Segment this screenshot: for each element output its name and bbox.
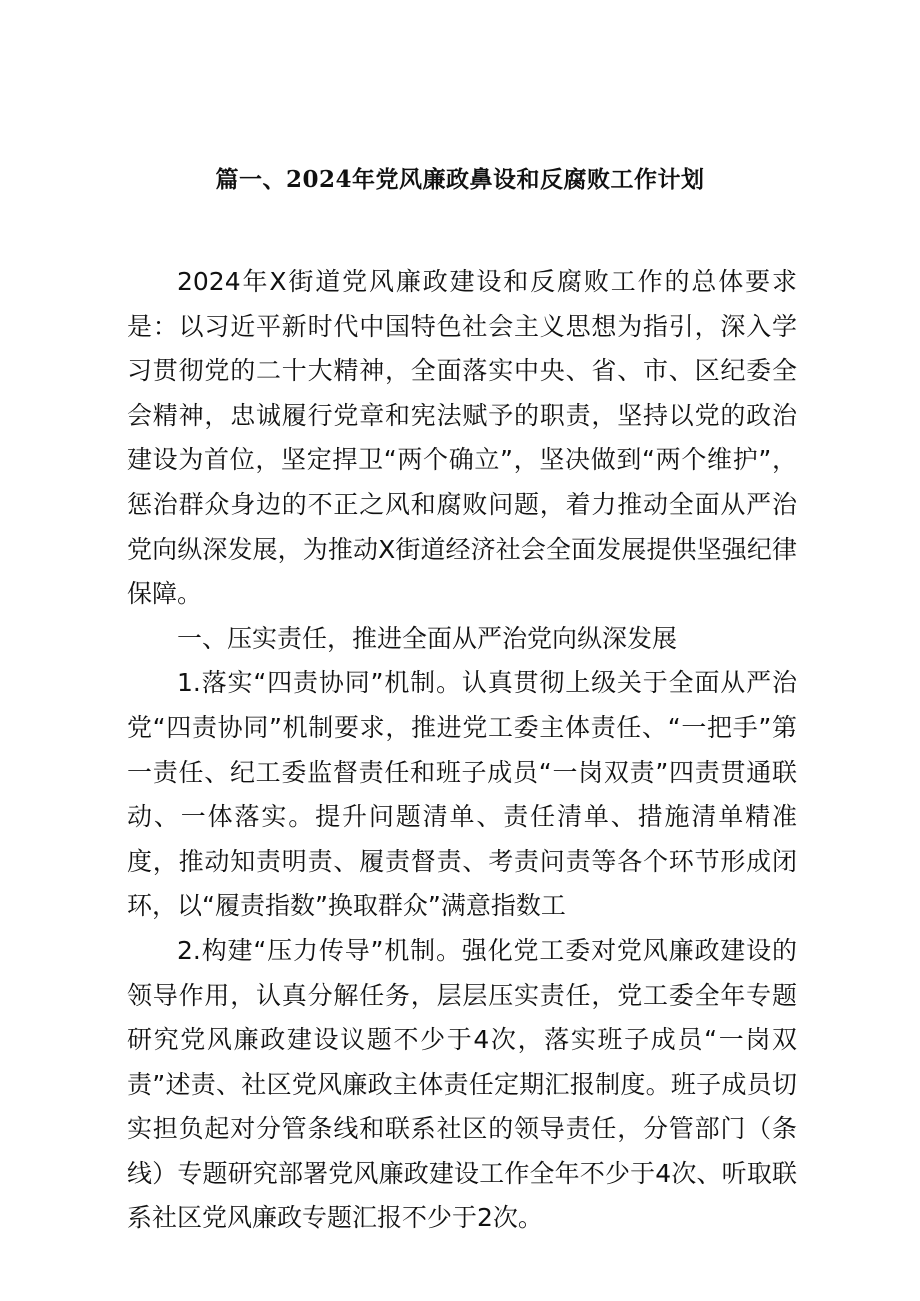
paragraph-item-1: 1.落实“四责协同”机制。认真贯彻上级关于全面从严治党“四责协同”机制要求，推进党工委主体责任、“一把手”第一责任、纪工委监督责任和班子成员“一岗双责”四责贯通联动、一体落实。提升问题清单、责任清单、措施清单精准度，推动知责明责、履责督责、考责问责等各个环节形成闭环，以“履责指数”换取群众”满意指数工 bbox=[127, 668, 797, 921]
document-title: 篇一、2024年党风廉政鼻设和反腐败工作计划 bbox=[215, 166, 705, 193]
paragraph-overview: 2024年X街道党风廉政建设和反腐败工作的总体要求是：以习近平新时代中国特色社会主义思想为指引，深入学习贯彻党的二十大精神，全面落实中央、省、市、区纪委全会精神，忠诚履行党章和宪法赋予的职责，坚持以党的政治建设为首位，坚定捍卫“两个确立”，坚决做到“两个维护”，惩治群众身边的不正之风和腐败问题，着力推动全面从严治党向纵深发展，为推动X街道经济社会全面发展提供坚强纪律保障。 bbox=[127, 267, 797, 609]
section-heading-1: 一、压实责任，推进全面从严治党向纵深发展 bbox=[177, 623, 678, 653]
paragraph-item-2: 2.构建“压力传导”机制。强化党工委对党风廉政建设的领导作用，认真分解任务，层层压实责任，党工委全年专题研究党风廉政建设议题不少于4次，落实班子成员“一岗双责”述责、社区党风廉政主体责任定期汇报制度。班子成员切实担负起对分管条线和联系社区的领导责任，分管部门（条线）专题研究部署党风廉政建设工作全年不少于4次、听取联系社区党风廉政专题汇报不少于2次。 bbox=[127, 935, 797, 1233]
document-body bbox=[127, 260, 797, 1241]
